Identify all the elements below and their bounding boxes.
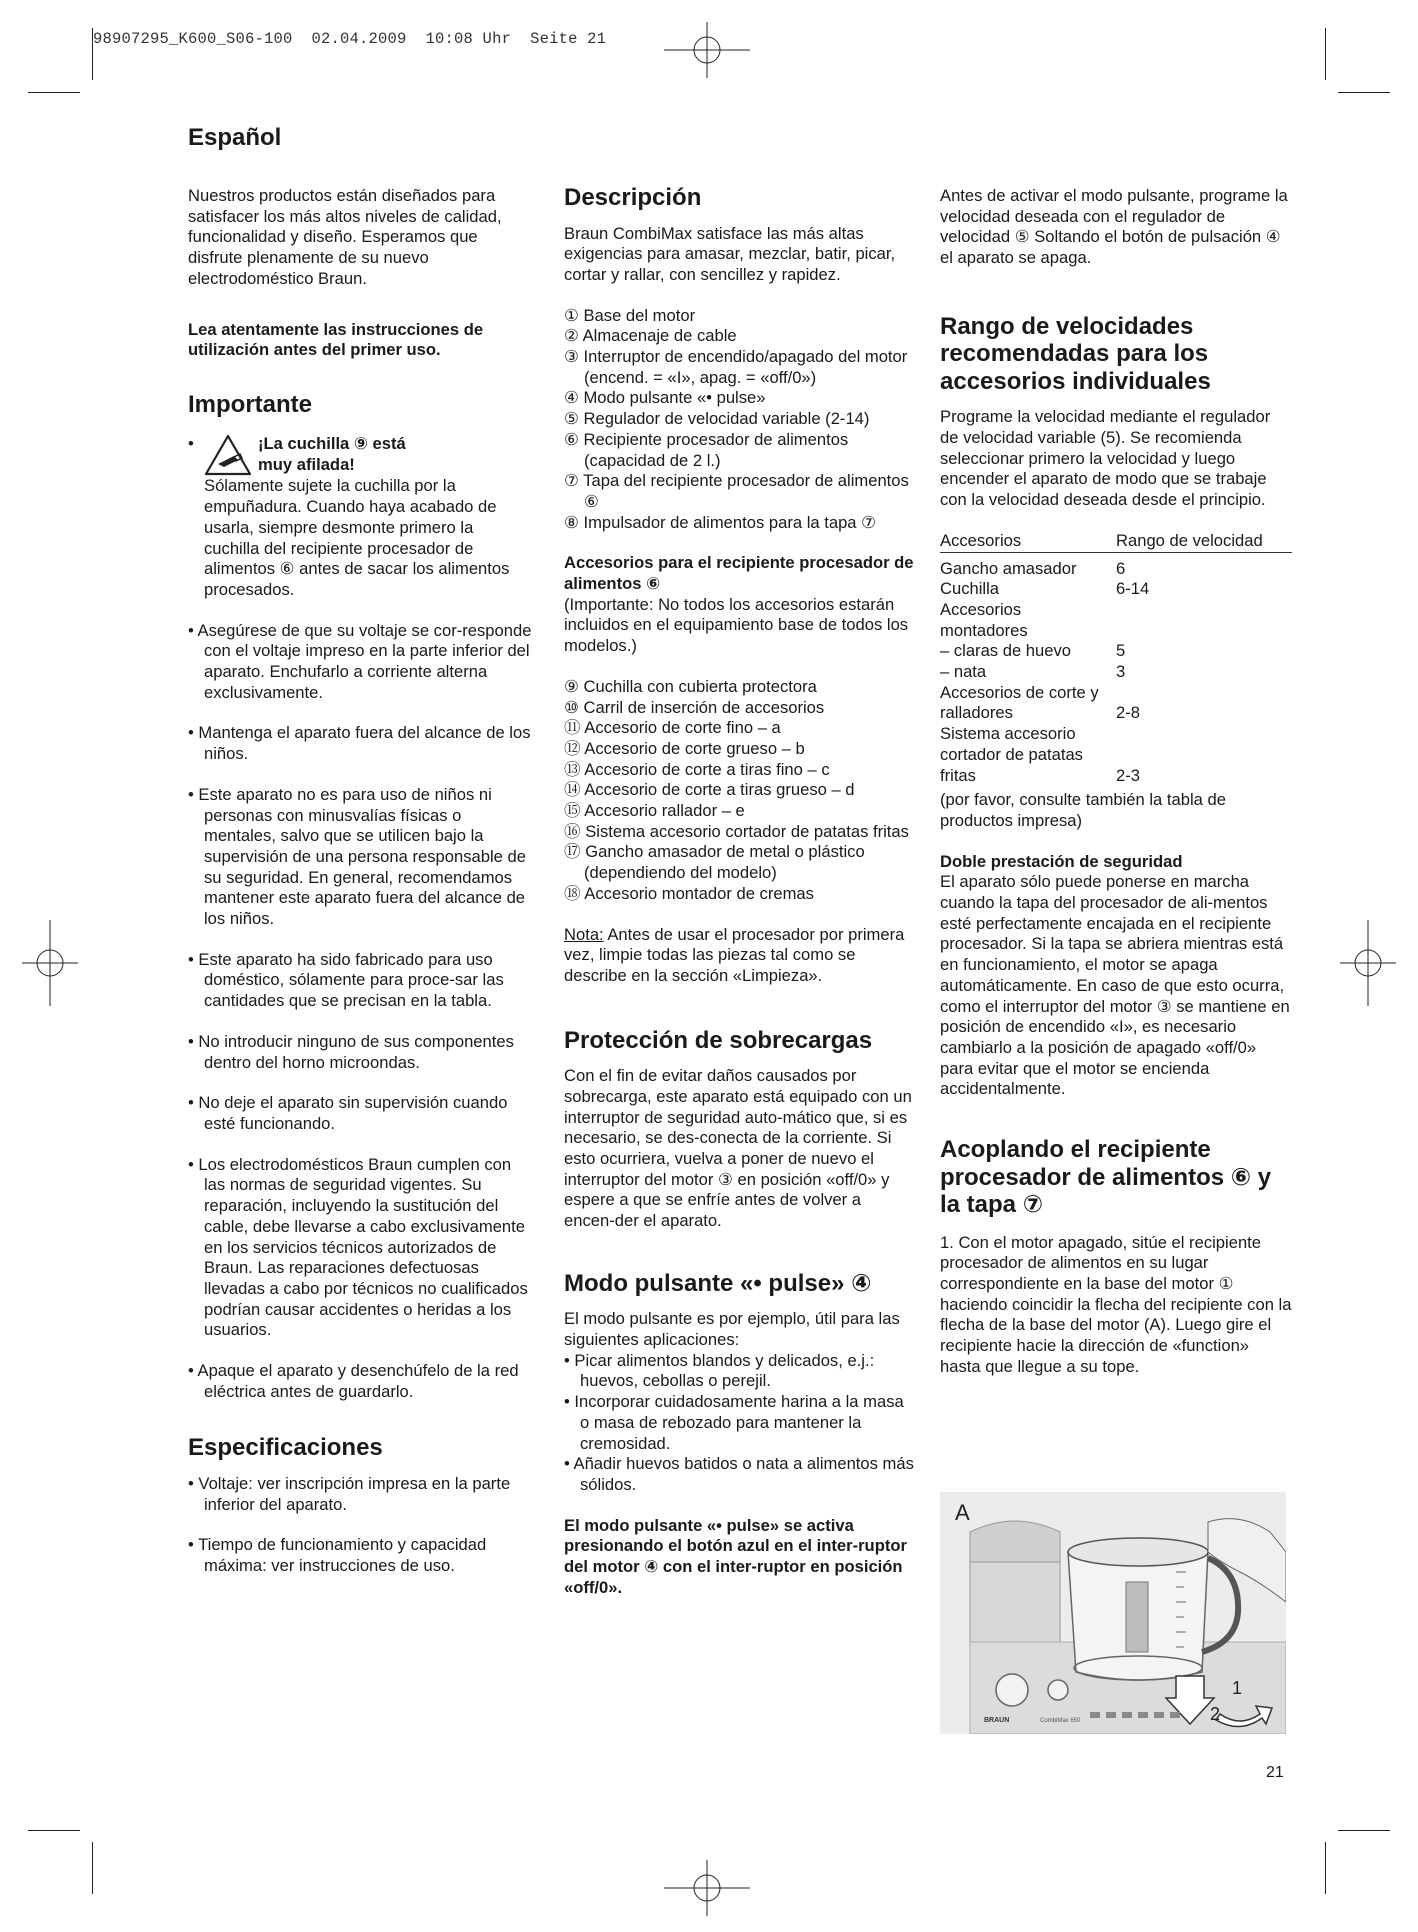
doble-text: El aparato sólo puede ponerse en marcha cuando la tapa del procesador de ali-mentos esté perfectamente encajada en el recipiente procesador. Si la tapa se abriera mientras está en funcionamiento, el motor se apaga automáticamente. En caso de que esto ocurra, como el interruptor del motor ③ se mantiene en posición de encendido «I», es necesario cambiarlo a la posición de apagado «off/0» para evitar que el motor se encienda accidentalmente. <box>940 872 1290 1099</box>
table-header: Accesorios <box>940 531 1116 552</box>
descripcion-heading: Descripción <box>564 184 702 211</box>
list-item: ⑥ Recipiente procesador de alimentos (capacidad de 2 l.) <box>564 429 849 470</box>
acoplando-heading: Acoplando el recipiente procesador de alimentos ⑥ y la tapa ⑦ <box>940 1136 1272 1219</box>
bullet-dot: • <box>188 434 194 454</box>
table-row <box>940 683 1292 724</box>
doble-heading: Doble prestación de seguridad <box>940 851 1183 871</box>
column-1 <box>188 186 533 1577</box>
table-row <box>940 724 1292 786</box>
food-processor-drawing <box>940 1492 1286 1734</box>
language-title: Español <box>188 124 282 151</box>
table-cell: Accesorios de corte y ralladores <box>940 682 1099 723</box>
figure-a-illustration <box>940 1492 1286 1734</box>
table-row <box>940 662 1292 683</box>
list-item: ⑦ Tapa del recipiente procesador de alimentos ⑥ <box>564 471 909 511</box>
list-item: ④ Modo pulsante «• pulse» <box>564 388 766 408</box>
print-slug: 98907295_K600_S06-100 02.04.2009 10:08 Uhr Seite 21 <box>93 30 607 48</box>
importante-heading: Importante <box>188 390 313 418</box>
crop-mark <box>1338 1830 1390 1831</box>
crop-mark <box>1325 1842 1326 1894</box>
list-item: ⑤ Regulador de velocidad variable (2-14) <box>564 409 870 429</box>
descripcion-intro: Braun CombiMax satisface las más altas exigencias para amasar, mezclar, batir, picar, cortar y rallar, con sencillez y rapidez. <box>564 223 896 284</box>
registration-mark-right <box>1340 920 1396 1006</box>
crop-mark <box>92 1842 93 1894</box>
table-cell: – nata <box>940 662 987 682</box>
arrow-2-label: 2 <box>1210 1704 1221 1724</box>
warning-block <box>188 434 533 600</box>
figure-label: A <box>955 1500 970 1525</box>
warning-text: Sólamente sujete la cuchilla por la empuñadura. Cuando haya acabado de usarla, siempre desmonte primero la cuchilla del recipiente procesador de alimentos ⑥ antes de sacar los alimentos procesados. <box>204 476 510 599</box>
especificaciones-heading: Especificaciones <box>188 1434 383 1462</box>
table-cell: Sistema accesorio cortador de patatas fritas <box>940 724 1083 785</box>
table-cell: – claras de huevo <box>940 641 1071 661</box>
registration-mark-left <box>22 920 78 1006</box>
list-item: ⑫ Accesorio de corte grueso – b <box>564 738 805 758</box>
list-item: • No deje el aparato sin supervisión cuando esté funcionando. <box>188 1093 508 1133</box>
list-item: ⑬ Accesorio de corte a tiras fino – c <box>564 759 830 779</box>
list-item: ① Base del motor <box>564 305 696 325</box>
list-item: • Añadir huevos batidos o nata a alimentos más sólidos. <box>564 1454 914 1494</box>
speed-table <box>940 531 1292 786</box>
proteccion-text: Con el fin de evitar daños causados por sobrecarga, este aparato está equipado con un interruptor de seguridad auto-mático que, si es necesario, se des-conecta de la corriente. Si esto ocurriera, vuelva a poner de nuevo el interruptor del motor ③ en posición «off/0» y espere a que se enfríe antes de volver a encen-der el aparato. <box>564 1066 912 1231</box>
read-notice: Lea atentamente las instrucciones de utilización antes del primer uso. <box>188 319 484 360</box>
crop-mark <box>92 28 93 80</box>
speed-dial <box>996 1674 1028 1706</box>
table-row <box>940 552 1292 579</box>
table-cell: Gancho amasador <box>940 558 1077 578</box>
intro-text: Nuestros productos están diseñados para satisfacer los más altos niveles de calidad, funcionalidad y diseño. Esperamos que disfrute plenamente de su nuevo electrodoméstico Braun. <box>188 186 502 288</box>
modo-bold-text: El modo pulsante «• pulse» se activa presionando el botón azul en el inter-ruptor del motor ④ con el inter-ruptor en posición «off/0». <box>564 1515 907 1597</box>
list-item: • No introducir ninguno de sus componentes dentro del horno microondas. <box>188 1031 514 1072</box>
crop-mark <box>28 1830 80 1831</box>
column-2 <box>564 184 914 1598</box>
warning-bold: ¡La cuchilla ⑨ está muy afilada! <box>258 434 406 475</box>
list-item: • Apaque el aparato y desenchúfelo de la red eléctrica antes de guardarlo. <box>188 1361 519 1401</box>
table-cell: 2-8 <box>1116 703 1140 723</box>
list-item: ② Almacenaje de cable <box>564 326 737 346</box>
model-name: CombiMax 650 <box>1040 1718 1081 1724</box>
pulse-intro: Antes de activar el modo pulsante, programe la velocidad deseada con el regulador de velocidad ⑤ Soltando el botón de pulsación ④ el aparato se apaga. <box>940 186 1288 268</box>
list-item: • Los electrodomésticos Braun cumplen con las normas de seguridad vigentes. Su reparación, incluyendo la sustitución del cable, debe llevarse a cabo exclusivamente en los servicios técnicos autorizados de Braun. Las reparaciones defectuosas llevadas a cabo por técnicos no cualificados podrían causar accidentes o heridas a los usuarios. <box>188 1154 528 1340</box>
accessories-list <box>564 677 914 905</box>
table-row <box>940 641 1292 662</box>
table-header: Rango de velocidad <box>1116 531 1292 552</box>
accessories-heading: Accesorios para el recipiente procesador de alimentos ⑥ <box>564 553 914 594</box>
page-number: 21 <box>1266 1764 1284 1781</box>
table-row <box>940 579 1292 600</box>
modo-intro: El modo pulsante es por ejemplo, útil para las siguientes aplicaciones: <box>564 1309 900 1350</box>
rango-text: Programe la velocidad mediante el regulador de velocidad variable (5). Se recomienda seleccionar primero la velocidad y luego encender el aparato de modo que se trabaje con la velocidad deseada desde el principio. <box>940 407 1271 510</box>
list-item: ⑪ Accesorio de corte fino – a <box>564 718 781 738</box>
acoplando-text: 1. Con el motor apagado, sitúe el recipiente procesador de alimentos en su lugar correspondiente en la base del motor ① haciendo coincidir la flecha del recipiente con la flecha de la base del motor (A). Luego gire el recipiente hacie la dirección de «function» hasta que llegue a su tope. <box>940 1232 1292 1376</box>
list-item: ⑱ Accesorio montador de cremas <box>564 883 814 903</box>
list-item: • Este aparato no es para uso de niños ni personas con minusvalías físicas o mentales, salvo que se utilicen bajo la supervisión de una persona responsable de su seguridad. En general, recomendamos mantener este aparato fuera del alcance de los niños. <box>188 784 526 929</box>
list-item: ⑮ Accesorio rallador – e <box>564 801 745 821</box>
nota-paragraph: Nota: Antes de usar el procesador por primera vez, limpie todas las piezas tal como se describe en la sección «Limpieza». <box>564 924 905 985</box>
list-item: • Este aparato ha sido fabricado para uso doméstico, sólamente para proce-sar las cantidades que se precisan en la tabla. <box>188 949 504 1011</box>
list-item: ⑯ Sistema accesorio cortador de patatas fritas <box>564 821 909 841</box>
list-item: • Picar alimentos blandos y delicados, e.j.: huevos, cebollas o perejil. <box>564 1350 875 1391</box>
list-item: • Incorporar cuidadosamente harina a la masa o masa de rebozado para mantener la cremosidad. <box>564 1392 904 1453</box>
sharp-blade-warning-icon <box>204 434 252 476</box>
list-item: • Voltaje: ver inscripción impresa en la parte inferior del aparato. <box>188 1473 511 1514</box>
rango-heading: Rango de velocidades recomendadas para los accesorios individuales <box>940 312 1211 395</box>
crop-mark <box>1325 28 1326 80</box>
arrow-1-label: 1 <box>1232 1678 1243 1698</box>
table-footnote: (por favor, consulte también la tabla de productos impresa) <box>940 790 1226 830</box>
column-3 <box>940 186 1292 1378</box>
table-cell: 2-3 <box>1116 765 1140 785</box>
table-cell: Accesorios montadores <box>940 599 1028 640</box>
registration-mark-bottom <box>664 1860 750 1916</box>
table-cell: 6-14 <box>1116 579 1150 599</box>
table-cell: Cuchilla <box>940 579 1000 599</box>
switch-dial <box>1048 1680 1068 1700</box>
crop-mark <box>28 92 80 93</box>
list-item: • Asegúrese de que su voltaje se cor-responde con el voltaje impreso en la parte inferior del aparato. Enchufarlo a corriente alterna exclusivamente. <box>188 620 532 702</box>
table-cell: 6 <box>1116 558 1126 578</box>
parts-list <box>564 306 914 534</box>
brand-logo: BRAUN <box>984 1717 1010 1724</box>
list-item: • Mantenga el aparato fuera del alcance de los niños. <box>188 723 531 764</box>
list-item: ⑨ Cuchilla con cubierta protectora <box>564 676 817 696</box>
proteccion-heading: Protección de sobrecargas <box>564 1026 873 1054</box>
list-item: ⑧ Impulsador de alimentos para la tapa ⑦ <box>564 512 877 532</box>
table-header-row <box>940 531 1292 552</box>
list-item: ⑭ Accesorio de corte a tiras grueso – d <box>564 780 855 800</box>
nota-label: Nota: <box>564 924 604 944</box>
modo-pulsante-heading: Modo pulsante «• pulse» ④ <box>564 1269 872 1297</box>
table-cell: 5 <box>1116 641 1126 661</box>
list-item: ③ Interruptor de encendido/apagado del motor (encend. = «I», apag. = «off/0») <box>564 347 908 387</box>
list-item: ⑩ Carril de inserción de accesorios <box>564 697 825 717</box>
crop-mark <box>1338 92 1390 93</box>
table-cell: 3 <box>1116 662 1126 682</box>
table-row <box>940 600 1292 641</box>
list-item: • Tiempo de funcionamiento y capacidad máxima: ver instrucciones de uso. <box>188 1535 487 1576</box>
table-cell <box>1116 600 1292 641</box>
list-item: ⑰ Gancho amasador de metal o plástico (dependiendo del modelo) <box>564 842 865 883</box>
registration-mark-top <box>664 22 750 78</box>
accessories-note: (Importante: No todos los accesorios estarán incluidos en el equipamiento base de todos los modelos.) <box>564 594 909 656</box>
